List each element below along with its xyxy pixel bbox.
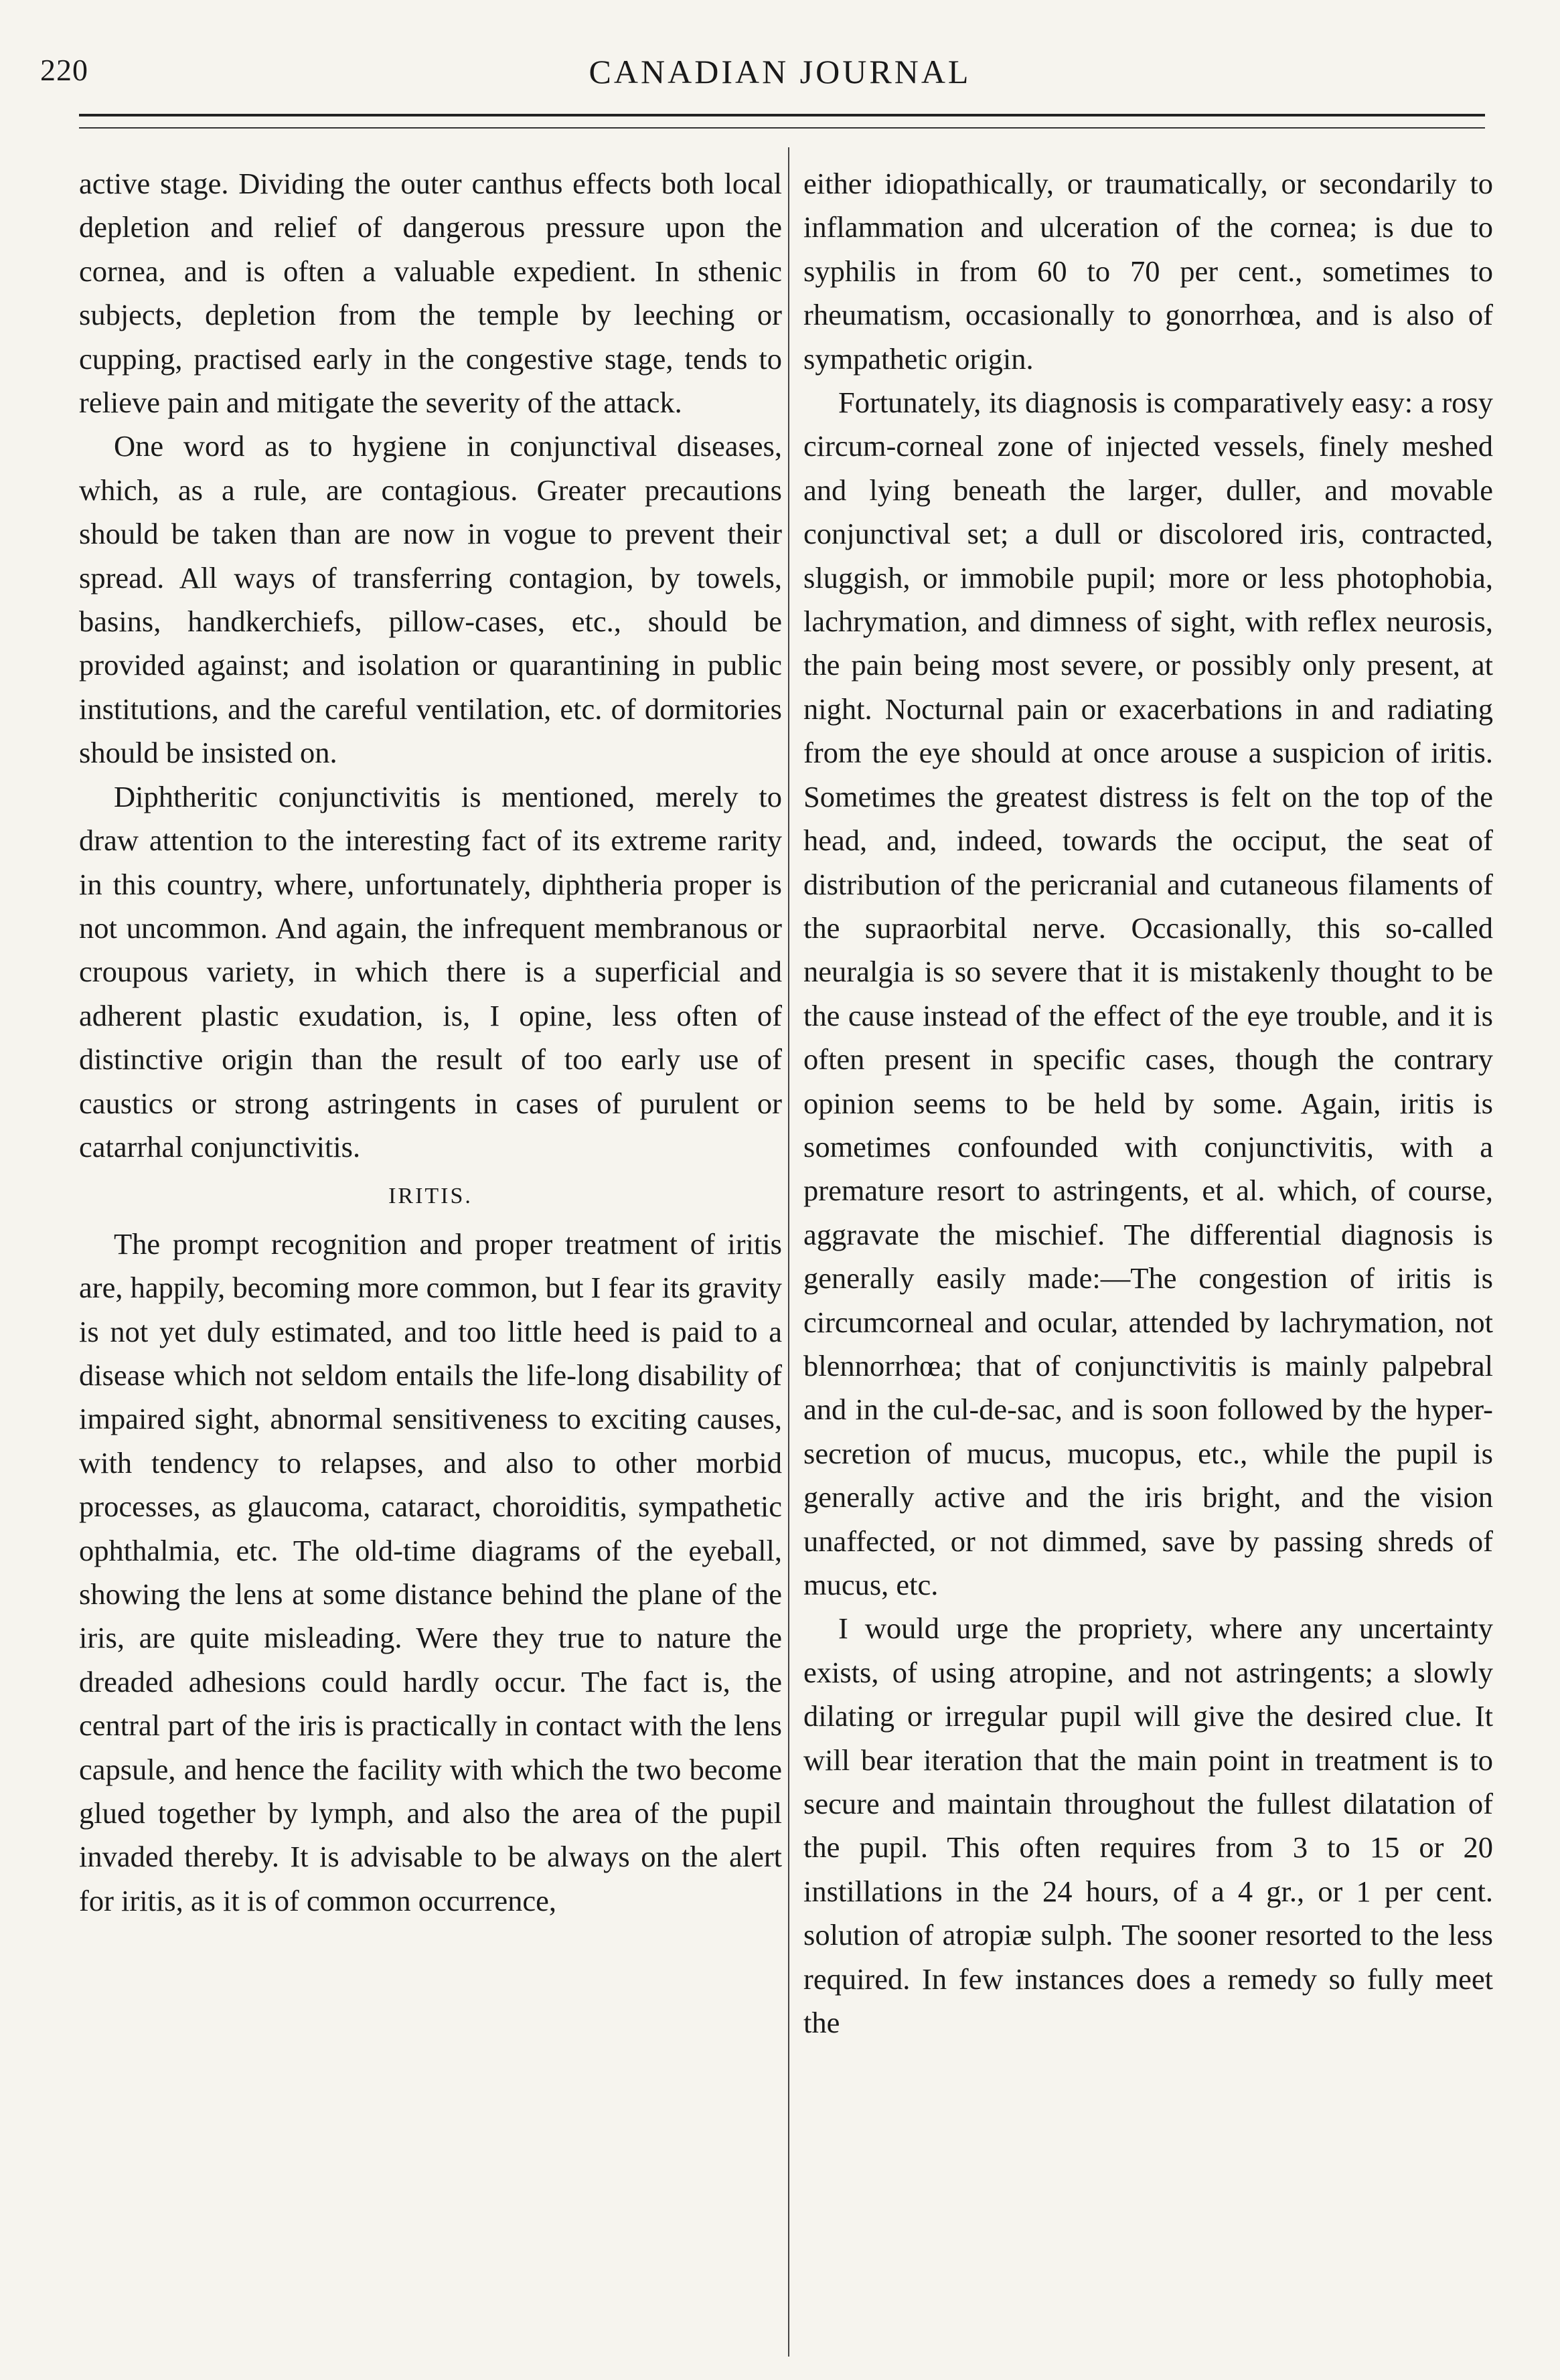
running-title: CANADIAN JOURNAL <box>589 53 971 90</box>
column-divider <box>788 147 789 2357</box>
left-column <box>79 162 782 1923</box>
section-heading-iritis: IRITIS. <box>388 1184 473 1209</box>
paragraph-diphtheritic: Diphtheritic conjunctivitis is mentioned, merely to draw attention to the interesting fact of its extreme rarity in this country, where, unfortunately, diphtheria proper is not uncommon. And again, the infrequent membranous or croupous variety, in which there is a superficial and adherent plastic exudation, is, I opine, less often of distinctive origin than the result of too early use of caustics or strong astringents in cases of purulent or catarrhal conjunctivitis. <box>79 779 782 1164</box>
page-number: 220 <box>40 53 88 87</box>
right-column <box>803 162 1493 2045</box>
paragraph-diagnosis: Fortunately, its diagnosis is comparatively easy: a rosy circum-corneal zone of injected vessels, finely meshed and lying beneath the larger, duller, and movable conjunctival set; a dull or discolored iris, contracted, sluggish, or immobile pupil; more or less photophobia, lachrymation, and dimness of sight, with reflex neurosis, the pain being most severe, or possibly only present, at night. Nocturnal pain or exacerbations in and radiating from the eye should at once arouse a suspicion of iritis. Sometimes the greatest distress is felt on the top of the head, and, indeed, towards the occiput, the seat of distribution of the pericranial and cutaneous filaments of the supraorbital nerve. Occasionally, this so-called neuralgia is so severe that it is mistakenly thought to be the cause instead of the effect of the eye trouble, and it is often present in specific cases, though the contrary opinion seems to be held by some. Again, iritis is sometimes confounded with conjunctivitis, with a premature resort to astringents, et al. which, of course, aggravate the mischief. The differential diagnosis is generally easily made:—The congestion of iritis is circumcorneal and ocular, attended by lachrymation, not blennorrhœa; that of conjunctivitis is mainly palpebral and in the cul-de-sac, and is soon followed by the hyper-secretion of mucus, mucopus, etc., while the pupil is generally active and the iris bright, and the vision unaffected, or not dimmed, save by passing shreds of mucus, etc. <box>803 386 1493 1601</box>
paragraph-continued-right: either idiopathically, or traumatically, or secondarily to inflammation and ulceration of the cornea; is due to syphilis in from 60 to 70 per cent., sometimes to rheumatism, occasionally to gonorrhœa, and is also of sympathetic origin. <box>803 167 1493 376</box>
paragraph-continued: active stage. Dividing the outer canthus effects both local depletion and relief of dangerous pressure upon the cornea, and is often a valuable expedient. In sthenic subjects, depletion from the temple by leeching or cupping, practised early in the congestive stage, tends to relieve pain and mitigate the severity of the attack. <box>79 167 782 420</box>
paragraph-iritis-intro: The prompt recognition and proper treatment of iritis are, happily, becoming more common, but I fear its gravity is not yet duly estimated, and too little heed is paid to a disease which not seldom entails the life-long disability of impaired sight, abnormal sensitiveness to exciting causes, with tendency to relapses, and also to other morbid processes, as glaucoma, cataract, choroiditis, sympathetic ophthalmia, etc. The old-time diagrams of the eyeball, showing the lens at some distance behind the plane of the iris, are quite misleading. Were they true to nature the dreaded adhesions could hardly occur. The fact is, the central part of the iris is practically in contact with the lens capsule, and hence the facility with which the two become glued together by lymph, and also the area of the pupil invaded thereby. It is advisable to be always on the alert for iritis, as it is of common occurrence, <box>79 1226 782 1917</box>
paragraph-hygiene: One word as to hygiene in conjunctival diseases, which, as a rule, are contagious. Greater precautions should be taken than are now in vogue to prevent their spread. All ways of transferring contagion, by towels, basins, handkerchiefs, pillow-cases, etc., should be provided against; and isolation or quarantining in public institutions, and the careful ventilation, etc. of dormitories should be insisted on. <box>79 429 782 770</box>
header-rule-thin <box>79 127 1485 129</box>
paragraph-treatment: I would urge the propriety, where any uncertainty exists, of using atropine, and not astringents; a slowly dilating or irregular pupil will give the desired clue. It will bear iteration that the main point in treatment is to secure and maintain throughout the fullest dilatation of the pupil. This often requires from 3 to 15 or 20 instillations in the 24 hours, of a 4 gr., or 1 per cent. solution of atropiæ sulph. The sooner resorted to the less required. In few instances does a remedy so fully meet the <box>803 1611 1493 2040</box>
header-rule <box>79 114 1485 116</box>
